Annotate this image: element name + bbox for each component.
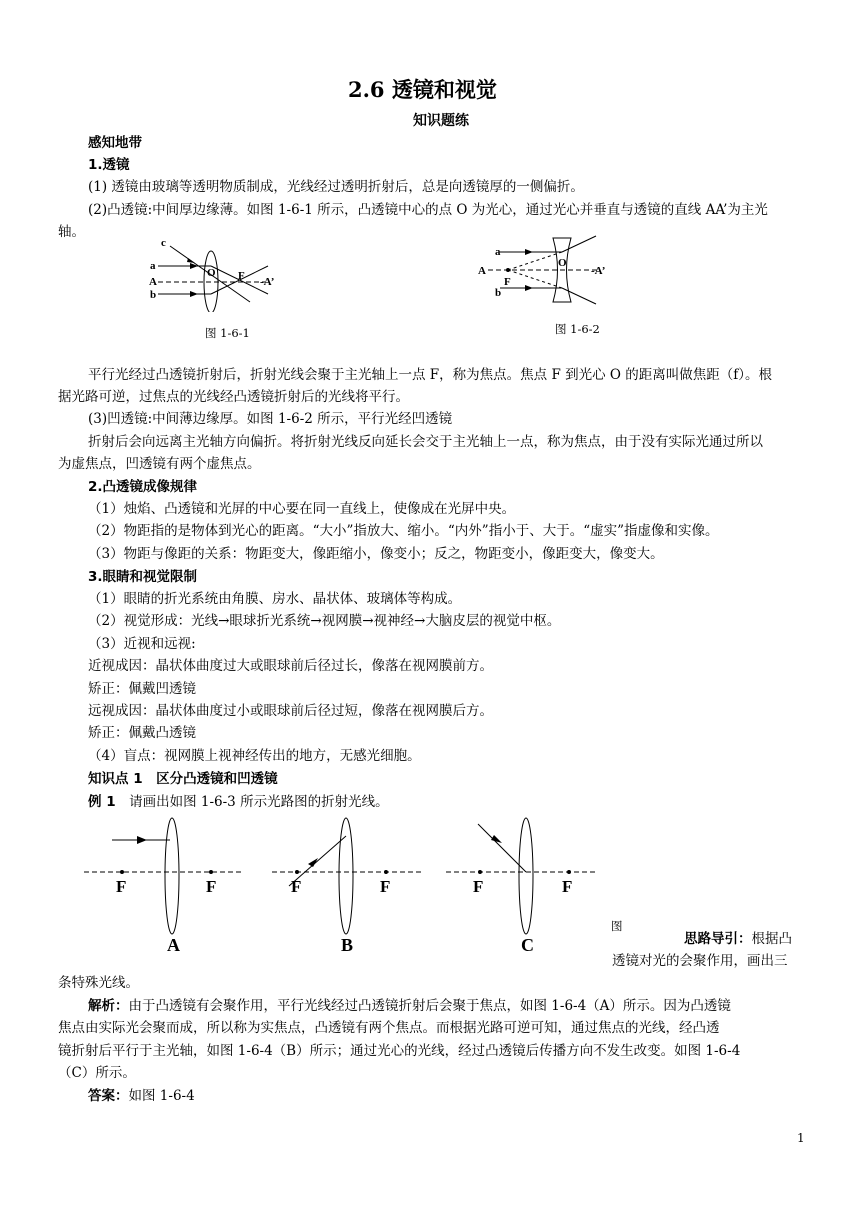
label-F: F bbox=[504, 276, 511, 288]
diagram-label-B: B bbox=[341, 935, 354, 955]
label-A-prime: -A’ bbox=[591, 265, 606, 277]
list-item: （2）视觉形成：光线→眼球折光系统→视网膜→视神经→大脑皮层的视觉中枢。 bbox=[88, 613, 561, 629]
label-b: b bbox=[495, 287, 502, 299]
list-item: （1）烛焰、凸透镜和光屏的中心要在同一直线上，使像成在光屏中央。 bbox=[88, 501, 516, 517]
paragraph: (2)凸透镜:中间厚边缘薄。如图 1-6-1 所示，凸透镜中心的点 O 为光心，通过光心并垂直与透镜的直线 AA’为主光 bbox=[88, 202, 768, 218]
list-item: （2）物距指的是物体到光心的距离。“大小”指放大、缩小。“内外”指小于、大于。“虚实”指虚像和实像。 bbox=[88, 523, 719, 539]
guide-line bbox=[684, 928, 792, 950]
label-O: O bbox=[558, 257, 567, 269]
label-a: a bbox=[495, 246, 501, 258]
knowledge-point-heading: 知识点 1 区分凸透镜和凹透镜 bbox=[88, 771, 278, 787]
focus-label: F bbox=[562, 877, 573, 896]
list-item: （3）近视和远视: bbox=[88, 636, 196, 652]
section-heading: 感知地带 bbox=[88, 135, 142, 151]
analysis-text: 焦点由实际光会聚而成，所以称为实焦点，凸透镜有两个焦点。而根据光路可逆可知，通过焦点的光线，经凸透 bbox=[58, 1020, 720, 1036]
heading-eye: 3.眼睛和视觉限制 bbox=[88, 569, 198, 585]
heading-imaging-rule: 2.凸透镜成像规律 bbox=[88, 479, 198, 495]
figure-caption: 图 bbox=[611, 919, 623, 933]
label-a: a bbox=[150, 260, 156, 272]
focus-label: F bbox=[291, 877, 302, 896]
analysis-label: 解析： bbox=[88, 998, 129, 1014]
list-item: 近视成因：晶状体曲度过大或眼球前后径过长，像落在视网膜前方。 bbox=[88, 658, 493, 674]
paragraph: 为虚焦点，凹透镜有两个虚焦点。 bbox=[58, 456, 261, 472]
guide-text: 条特殊光线。 bbox=[58, 975, 139, 991]
label-A: A bbox=[149, 276, 157, 288]
example-text: 请画出如图 1-6-3 所示光路图的折射光线。 bbox=[115, 794, 389, 810]
guide-text: 透镜对光的会聚作用，画出三 bbox=[612, 953, 788, 969]
list-item: （1）眼睛的折光系统由角膜、房水、晶状体、玻璃体等构成。 bbox=[88, 591, 462, 607]
paragraph: (1) 透镜由玻璃等透明物质制成，光线经过透明折射后，总是向透镜厚的一侧偏折。 bbox=[88, 179, 584, 195]
paragraph: 据光路可逆，过焦点的光线经凸透镜折射后的光线将平行。 bbox=[58, 389, 409, 405]
label-A-prime: -A’ bbox=[260, 276, 275, 288]
paragraph: (3)凹透镜:中间薄边缘厚。如图 1-6-2 所示，平行光经凹透镜 bbox=[88, 411, 453, 427]
list-item: 远视成因：晶状体曲度过小或眼球前后径过短，像落在视网膜后方。 bbox=[88, 703, 493, 719]
label-F: F bbox=[238, 270, 245, 282]
label-c: c bbox=[161, 237, 166, 249]
paragraph: 轴。 bbox=[58, 224, 85, 240]
answer-line bbox=[88, 1085, 195, 1107]
page-title: 2.6 透镜和视觉 bbox=[348, 77, 497, 102]
figure-convex-lens bbox=[140, 232, 300, 312]
focus-label: F bbox=[116, 877, 127, 896]
example-line bbox=[88, 791, 389, 813]
guide-text: 根据凸 bbox=[751, 931, 792, 947]
page-subtitle: 知识题练 bbox=[413, 113, 469, 129]
focus-label: F bbox=[473, 877, 484, 896]
list-item: （4）盲点：视网膜上视神经传出的地方，无感光细胞。 bbox=[88, 748, 421, 764]
diagram-label-A: A bbox=[167, 935, 180, 955]
paragraph: 平行光经过凸透镜折射后，折射光线会聚于主光轴上一点 F，称为焦点。焦点 F 到光心 O 的距离叫做焦距（f）。根 bbox=[88, 367, 773, 383]
answer-label: 答案： bbox=[88, 1088, 129, 1104]
figure-concave-lens bbox=[470, 232, 630, 310]
answer-text: 如图 1-6-4 bbox=[128, 1088, 195, 1104]
figure-caption: 图 1-6-1 bbox=[205, 326, 250, 340]
focus-label: F bbox=[206, 877, 217, 896]
label-b: b bbox=[150, 289, 157, 301]
list-item: 矫正：佩戴凹透镜 bbox=[88, 681, 196, 697]
list-item: 矫正：佩戴凸透镜 bbox=[88, 725, 196, 741]
analysis-text: （C）所示。 bbox=[58, 1065, 136, 1081]
analysis-line bbox=[88, 995, 731, 1017]
page-number: 1 bbox=[797, 1131, 805, 1145]
label-O: O bbox=[207, 267, 216, 279]
label-A: A bbox=[478, 265, 486, 277]
figure-ray-diagrams bbox=[84, 816, 604, 956]
guide-label: 思路导引： bbox=[684, 931, 752, 947]
analysis-text: 镜折射后平行于主光轴，如图 1-6-4（B）所示；通过光心的光线，经过凸透镜后传播方向不发生改变。如图 1-6-4 bbox=[58, 1043, 741, 1059]
paragraph: 折射后会向远离主光轴方向偏折。将折射光线反向延长会交于主光轴上一点，称为焦点，由于没有实际光通过所以 bbox=[88, 434, 763, 450]
list-item: （3）物距与像距的关系：物距变大，像距缩小，像变小；反之，物距变小，像距变大，像变大。 bbox=[88, 546, 664, 562]
example-label: 例 1 bbox=[88, 794, 116, 810]
analysis-text: 由于凸透镜有会聚作用，平行光线经过凸透镜折射后会聚于焦点，如图 1-6-4（A）所示。因为凸透镜 bbox=[128, 998, 731, 1014]
figure-caption: 图 1-6-2 bbox=[555, 322, 600, 336]
heading-lens: 1.透镜 bbox=[88, 157, 130, 173]
diagram-label-C: C bbox=[521, 935, 534, 955]
focus-label: F bbox=[380, 877, 391, 896]
